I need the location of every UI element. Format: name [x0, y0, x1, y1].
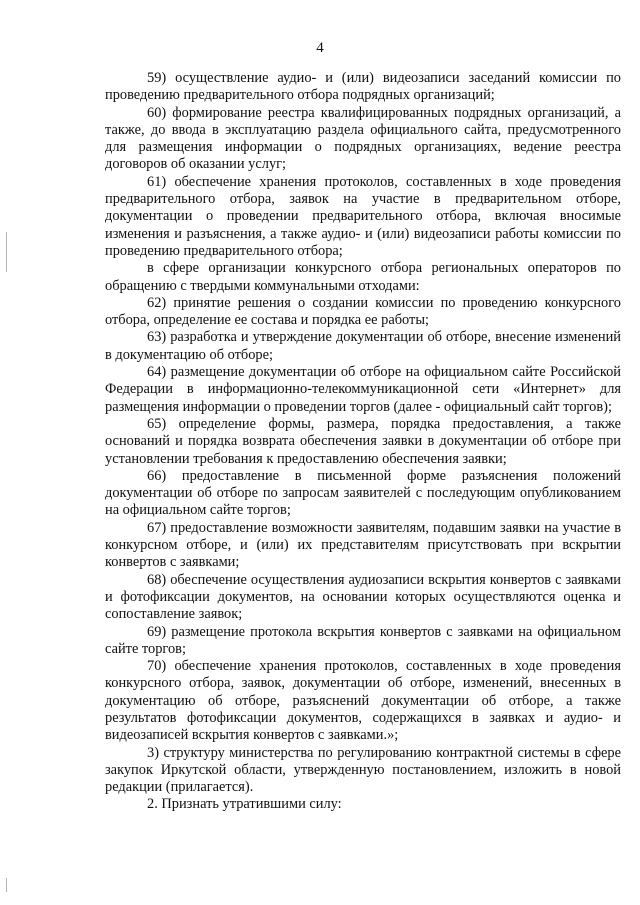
- left-margin-mark-lower: [6, 878, 7, 892]
- paragraph-item-64: 64) размещение документации об отборе на официальном сайте Российской Федерации в информационно-телекоммуникационной сети «Интернет» для размещения информации о проведении торгов (далее - официальный сайт торгов);: [105, 364, 621, 415]
- left-margin-mark: [6, 232, 7, 272]
- paragraph-structure-3: 3) структуру министерства по регулированию контрактной системы в сфере закупок Иркутской области, утвержденную постановлением, изложить в новой редакции (прилагается).: [105, 744, 621, 796]
- paragraph-item-66: 66) предоставление в письменной форме разъяснения положений документации об отборе по запросам заявителей с последующим опубликованием на официальном сайте торгов;: [105, 467, 621, 519]
- paragraph-item-59: 59) осуществление аудио- и (или) видеозаписи заседаний комиссии по проведению предварительного отбора подрядных организаций;: [105, 70, 621, 104]
- paragraph-item-60: 60) формирование реестра квалифицированных подрядных организаций, а также, до ввода в эксплуатацию раздела официального сайта, предусмотренного для размещения информации о подрядных организациях, ведение реестра договоров об оказании услуг;: [105, 104, 621, 173]
- paragraph-item-67: 67) предоставление возможности заявителям, подавшим заявки на участие в конкурсном отборе, и (или) их представителям присутствовать при вскрытии конвертов с заявками;: [105, 519, 621, 571]
- paragraph-item-62: 62) принятие решения о создании комиссии по проведению конкурсного отбора, определение ее состава и порядка ее работы;: [105, 294, 621, 329]
- paragraph-section-heading: в сфере организации конкурсного отбора региональных операторов по обращению с твердыми коммунальными отходами:: [105, 260, 621, 294]
- page-number: 4: [316, 40, 324, 56]
- paragraph-item-63: 63) разработка и утверждение документации об отборе, внесение изменений в документацию об отборе;: [105, 329, 621, 363]
- paragraph-point-2: 2. Признать утратившими силу:: [147, 796, 342, 813]
- paragraph-item-61: 61) обеспечение хранения протоколов, составленных в ходе проведения предварительного отбора, заявок на участие в предварительном отборе, документации о проведении предварительного отбора, включая вносимые изменения и разъяснения, а также аудио- и (или) видеозаписи работы комиссии по проведению предварительного отбора;: [105, 173, 621, 259]
- paragraph-item-68: 68) обеспечение осуществления аудиозаписи вскрытия конвертов с заявками и фотофиксации документов, на основании которых осуществляются оценка и сопоставление заявок;: [105, 571, 621, 623]
- paragraph-item-69: 69) размещение протокола вскрытия конвертов с заявками на официальном сайте торгов;: [105, 623, 621, 657]
- paragraph-item-70: 70) обеспечение хранения протоколов, составленных в ходе проведения конкурсного отбора, заявок, документации об отборе, изменений, внесенных в документацию об отборе, разъяснений документации об отборе, а также результатов фотофиксации документов, содержащихся в заявках и аудио- и видеозаписей вскрытия конвертов с заявками.»;: [105, 658, 621, 744]
- paragraph-item-65: 65) определение формы, размера, порядка предоставления, а также оснований и порядка возврата обеспечения заявки в документации об отборе при установлении требования к предоставлению обеспечения заявки;: [105, 415, 621, 467]
- document-body: [105, 70, 621, 814]
